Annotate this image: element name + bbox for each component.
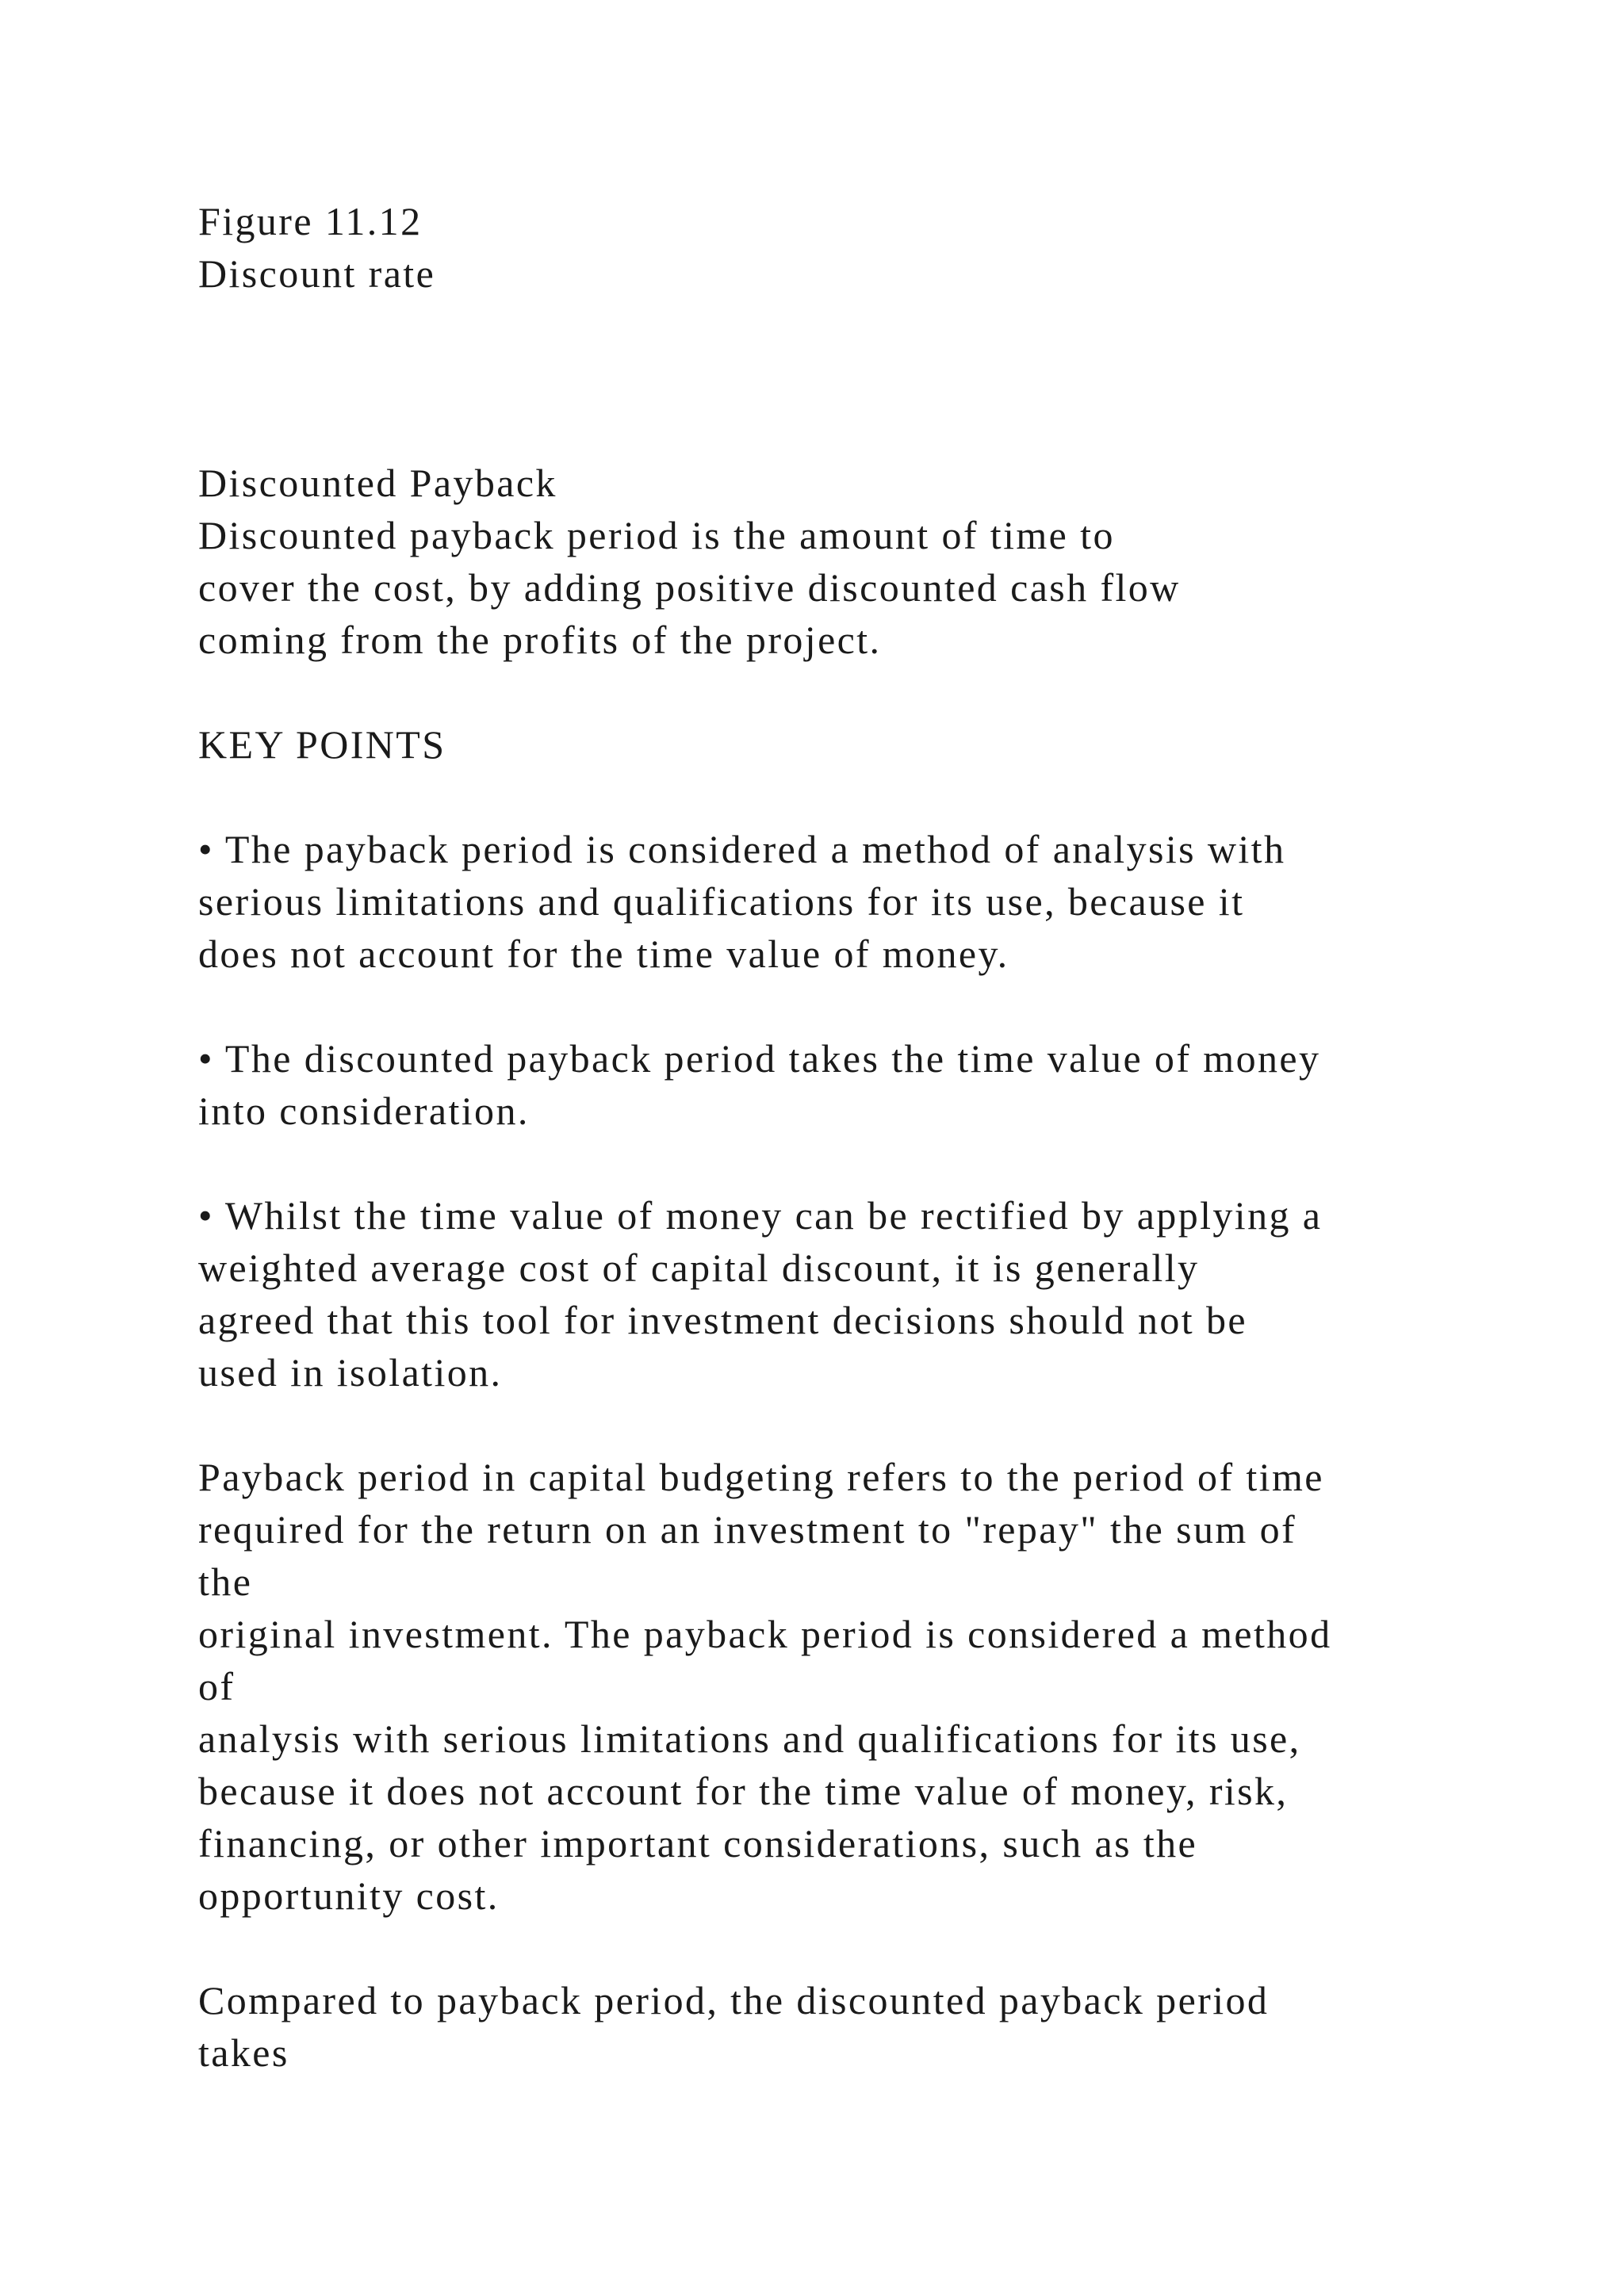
figure-caption: Discount rate: [198, 251, 436, 296]
paragraph-2-line: Compared to payback period, the discounted payback period: [198, 1978, 1270, 2022]
paragraph-1-line: opportunity cost.: [198, 1873, 500, 1918]
intro-line: cover the cost, by adding positive discounted cash flow: [198, 565, 1181, 610]
paragraph-1-line: of: [198, 1664, 236, 1709]
paragraph-1-line: financing, or other important considerations, such as the: [198, 1821, 1198, 1866]
bullet-3-line: agreed that this tool for investment decisions should not be: [198, 1298, 1247, 1342]
bullet-1-line: does not account for the time value of money.: [198, 932, 1009, 976]
bullet-2-line: • The discounted payback period takes the time value of money: [198, 1036, 1321, 1081]
paragraph-1-line: analysis with serious limitations and qualifications for its use,: [198, 1716, 1301, 1761]
intro-line: coming from the profits of the project.: [198, 618, 882, 662]
bullet-3-line: used in isolation.: [198, 1350, 503, 1395]
paragraph-1-line: required for the return on an investment to "repay" the sum of: [198, 1507, 1297, 1552]
bullet-3-line: • Whilst the time value of money can be rectified by applying a: [198, 1193, 1323, 1238]
paragraph-1-line: because it does not account for the time value of money, risk,: [198, 1769, 1289, 1813]
bullet-1-line: • The payback period is considered a method of analysis with: [198, 827, 1286, 871]
section-title: Discounted Payback: [198, 461, 557, 505]
bullet-2-line: into consideration.: [198, 1089, 530, 1133]
paragraph-1-line: the: [198, 1559, 253, 1604]
paragraph-1-line: Payback period in capital budgeting refers to the period of time: [198, 1455, 1324, 1499]
paragraph-2-line: takes: [198, 2030, 289, 2075]
paragraph-1-line: original investment. The payback period is considered a method: [198, 1612, 1332, 1656]
bullet-1-line: serious limitations and qualifications for its use, because it: [198, 879, 1245, 924]
key-points-heading: KEY POINTS: [198, 722, 446, 767]
figure-label: Figure 11.12: [198, 199, 423, 243]
intro-line: Discounted payback period is the amount of time to: [198, 513, 1115, 557]
bullet-3-line: weighted average cost of capital discount, it is generally: [198, 1246, 1200, 1290]
